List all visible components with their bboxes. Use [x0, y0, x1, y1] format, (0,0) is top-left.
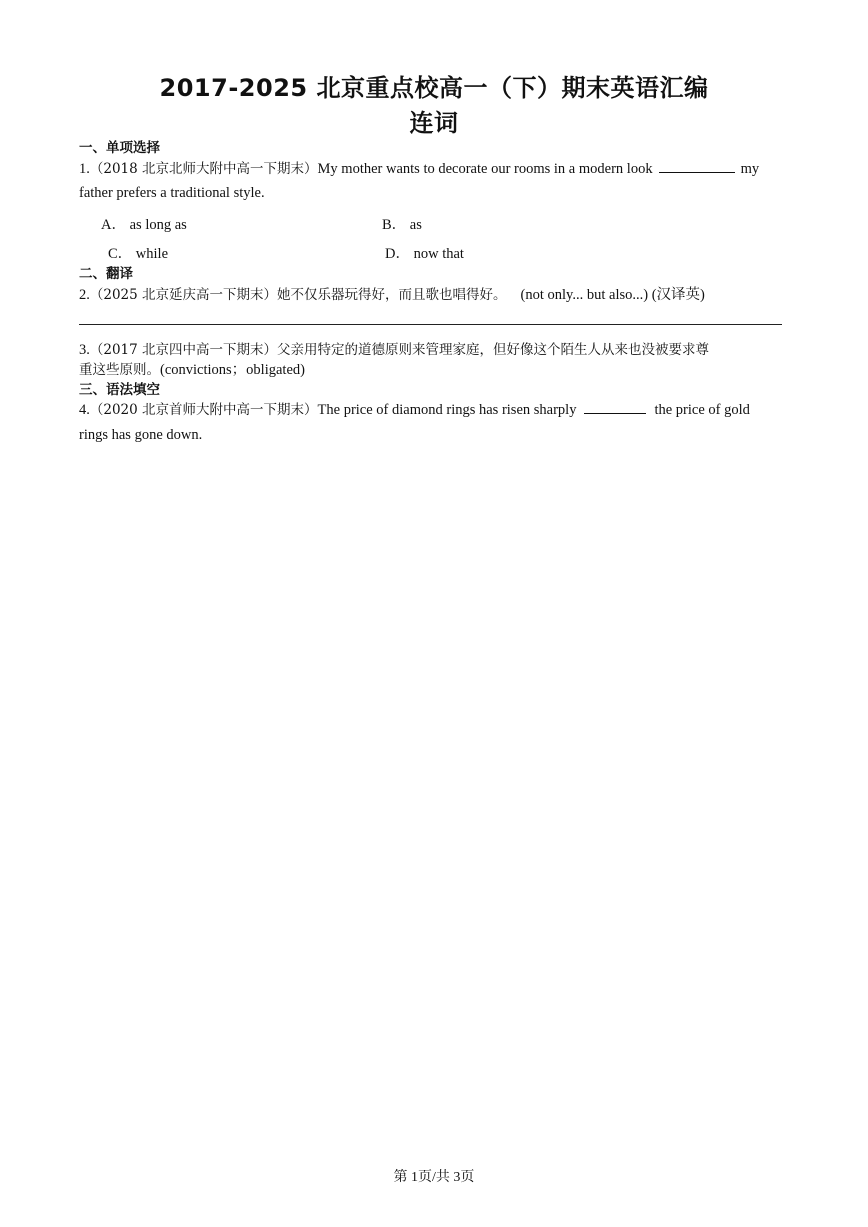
question-1-line-1 — [79, 157, 759, 178]
question-number: 3. — [79, 342, 90, 358]
question-hint: (not only... but also...) (汉译英) — [520, 287, 705, 303]
question-text: My mother wants to decorate our rooms in a modern look — [317, 161, 653, 177]
section-heading-translation: 二、翻译 — [79, 266, 133, 282]
answer-blank[interactable] — [659, 159, 735, 173]
option-label: D． — [385, 246, 410, 262]
question-number: 4. — [79, 402, 90, 418]
question-text-continued: 重这些原则。 — [79, 362, 160, 378]
option-text: as — [409, 217, 422, 233]
question-hint: (convictions；obligated) — [160, 362, 305, 378]
page-number: 第 1页/共 3页 — [393, 1170, 475, 1185]
question-source: （2025 北京延庆高一下期末） — [89, 287, 278, 303]
option-c[interactable] — [108, 242, 168, 263]
option-d[interactable] — [385, 242, 464, 263]
question-3-line-2 — [79, 358, 305, 379]
option-label: A． — [101, 217, 126, 233]
option-text: now that — [413, 246, 464, 262]
answer-line[interactable] — [79, 324, 782, 325]
question-4-line-2: rings has gone down. — [79, 427, 203, 443]
option-label: C． — [108, 246, 133, 262]
section-heading-grammar-fill: 三、语法填空 — [79, 382, 160, 398]
option-label: B． — [382, 217, 407, 233]
question-text: 父亲用特定的道德原则来管理家庭，但好像这个陌生人从来也没被要求尊 — [277, 342, 710, 358]
question-text: The price of diamond rings has risen sharply — [317, 402, 577, 418]
option-a[interactable] — [101, 213, 187, 234]
question-number: 1. — [79, 161, 90, 177]
question-source: （2017 北京四中高一下期末） — [89, 342, 278, 358]
question-source: （2020 北京首师大附中高一下期末） — [89, 402, 318, 418]
question-text-after: my — [740, 161, 760, 177]
option-b[interactable] — [382, 213, 422, 234]
section-heading-single-choice: 一、单项选择 — [79, 140, 160, 156]
question-source: （2018 北京北师大附中高一下期末） — [89, 161, 318, 177]
question-3-line-1 — [79, 338, 709, 359]
document-subtitle: 连词 — [409, 109, 459, 137]
question-number: 2. — [79, 287, 90, 303]
answer-blank[interactable] — [584, 400, 646, 414]
question-2-line — [79, 283, 705, 304]
question-4-line-1 — [79, 398, 750, 419]
option-text: while — [135, 246, 169, 262]
question-1-line-2: father prefers a traditional style. — [79, 185, 265, 201]
question-text: 她不仅乐器玩得好，而且歌也唱得好。 — [277, 287, 507, 303]
question-text-after: the price of gold — [654, 402, 750, 418]
document-title: 2017-2025 北京重点校高一（下）期末英语汇编 — [159, 74, 709, 102]
option-text: as long as — [129, 217, 187, 233]
